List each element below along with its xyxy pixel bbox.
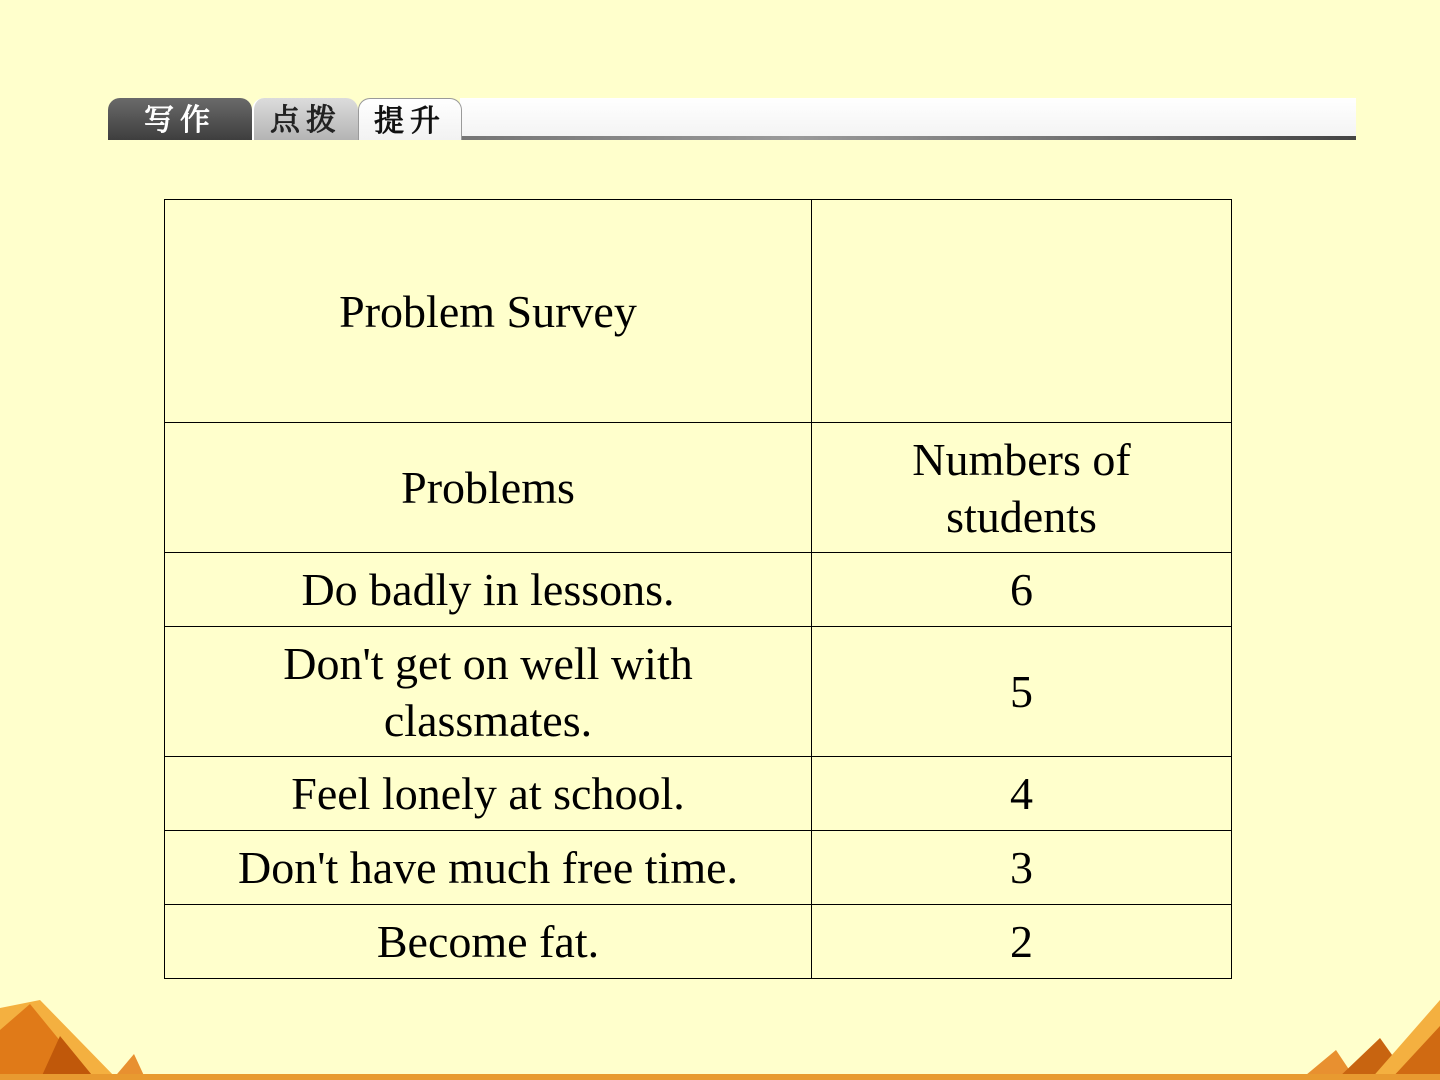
table-row <box>165 757 1232 831</box>
column-header-problems: Problems <box>165 423 812 553</box>
tab-guidance[interactable]: 点拨 <box>252 98 358 140</box>
table-row <box>165 553 1232 627</box>
table-title-right-cell <box>812 200 1232 423</box>
problem-cell: Do badly in lessons. <box>165 553 812 627</box>
problem-cell: Feel lonely at school. <box>165 757 812 831</box>
table-row <box>165 831 1232 905</box>
tab-bar-background <box>460 98 1356 136</box>
tab-writing[interactable]: 写作 <box>108 98 252 140</box>
count-cell: 5 <box>812 627 1232 757</box>
problem-cell: Don't get on well with classmates. <box>165 627 812 757</box>
tab-improvement[interactable]: 提升 <box>358 98 462 140</box>
count-cell: 2 <box>812 905 1232 979</box>
bottom-strip <box>0 1074 1440 1080</box>
table-title: Problem Survey <box>165 200 812 423</box>
table-header-row <box>165 423 1232 553</box>
problem-survey-table <box>164 199 1232 979</box>
column-header-number-of-students: Numbers of students <box>812 423 1232 553</box>
problem-cell: Become fat. <box>165 905 812 979</box>
decorative-triangles <box>0 990 1440 1080</box>
table-row <box>165 905 1232 979</box>
table-title-row <box>165 200 1232 423</box>
problem-cell: Don't have much free time. <box>165 831 812 905</box>
count-cell: 3 <box>812 831 1232 905</box>
table-row <box>165 627 1232 757</box>
count-cell: 6 <box>812 553 1232 627</box>
section-tab-bar <box>108 98 1356 140</box>
count-cell: 4 <box>812 757 1232 831</box>
